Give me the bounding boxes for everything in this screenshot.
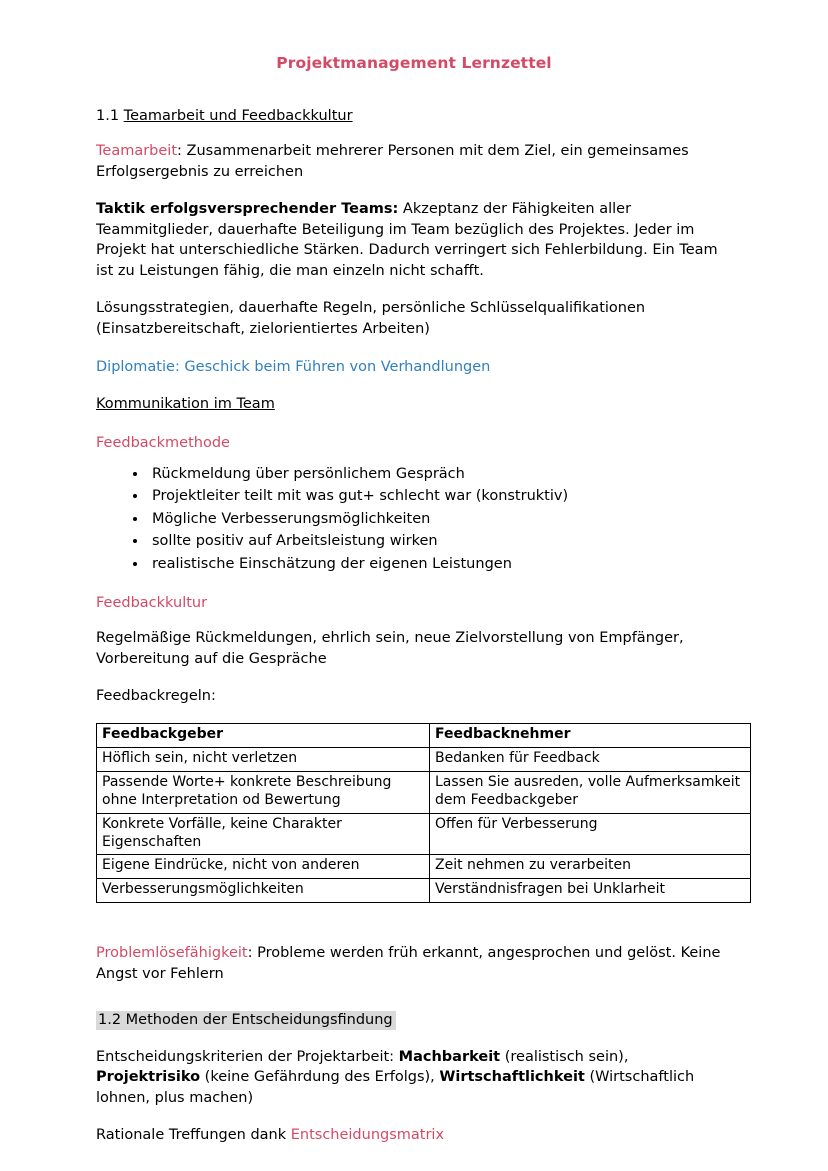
- table-cell: Verbesserungsmöglichkeiten: [97, 879, 430, 903]
- kriterium-machbarkeit: Machbarkeit: [398, 1048, 501, 1065]
- table-cell: Lassen Sie ausreden, volle Aufmerksamkeit dem Feedbackgeber: [430, 771, 751, 813]
- page-title: Projektmanagement Lernzettel: [276, 54, 552, 72]
- section-heading-1-2: [96, 1011, 732, 1030]
- table-header-cell: Feedbacknehmer: [430, 723, 751, 747]
- subheading-feedbackmethode: Feedbackmethode: [96, 434, 230, 451]
- section-heading-1-1: [96, 108, 732, 124]
- paragraph-problemloesefaehigkeit: [96, 943, 732, 984]
- table-row: [97, 813, 751, 855]
- table-row: [97, 771, 751, 813]
- table-cell: Zeit nehmen zu verarbeiten: [430, 855, 751, 879]
- list-item: • realistische Einschätzung der eigenen Leistungen: [148, 553, 732, 575]
- table-cell: Passende Worte+ konkrete Beschreibung ohne Interpretation od Bewertung: [97, 771, 430, 813]
- table-cell: Höflich sein, nicht verletzen: [97, 747, 430, 771]
- subheading-kommunikation: Kommunikation im Team: [96, 396, 275, 413]
- term-teamarbeit: Teamarbeit: [96, 143, 178, 159]
- kriterium-wirtschaftlichkeit-note: (Wirtschaftlich lohnen, plus machen): [96, 1069, 695, 1106]
- list-item: • Projektleiter teilt mit was gut+ schlecht war (konstruktiv): [148, 485, 732, 507]
- term-taktik-text: Akzeptanz der Fähigkeiten aller Teammitglieder, dauerhafte Beteiligung im Team bezüglich des Projektes. Jeder im Projekt hat unterschiedliche Stärken. Dadurch verringert sich Fehlerbildung. Ein Team ist zu Leistungen fähig, die man einzeln nicht schafft.: [96, 201, 718, 279]
- paragraph-teamarbeit: [96, 141, 732, 182]
- table-row: [97, 855, 751, 879]
- term-problemloesefaehigkeit: Problemlösefähigkeit: [96, 945, 248, 962]
- kriterium-projektrisiko-note: (keine Gefährdung des Erfolgs),: [200, 1069, 440, 1086]
- table-header-cell: Feedbackgeber: [97, 723, 430, 747]
- kriterium-wirtschaftlichkeit: Wirtschaftlichkeit: [439, 1069, 585, 1086]
- section-title-highlighted: 1.2 Methoden der Entscheidungsfindung: [96, 1011, 396, 1030]
- table-cell: Eigene Eindrücke, nicht von anderen: [97, 855, 430, 879]
- list-item: • sollte positiv auf Arbeitsleistung wirken: [148, 530, 732, 552]
- table-cell: Offen für Verbesserung: [430, 813, 751, 855]
- kriterien-intro: Entscheidungskriterien der Projektarbeit:: [96, 1048, 399, 1065]
- term-problemloesefaehigkeit-text: : Probleme werden früh erkannt, angesprochen und gelöst. Keine Angst vor Fehlern: [96, 945, 721, 983]
- kriterium-projektrisiko: Projektrisiko: [96, 1069, 201, 1086]
- section-title: Teamarbeit und Feedbackkultur: [123, 108, 353, 124]
- list-item: • Mögliche Verbesserungsmöglichkeiten: [148, 508, 732, 530]
- table-cell: Verständnisfragen bei Unklarheit: [430, 879, 751, 903]
- table-cell: Konkrete Vorfälle, keine Charakter Eigenschaften: [97, 813, 430, 855]
- kriterium-machbarkeit-note: (realistisch sein),: [500, 1048, 629, 1065]
- feedback-rules-table: [96, 723, 751, 904]
- term-taktik: Taktik erfolgsversprechender Teams:: [96, 201, 399, 218]
- paragraph-feedbackkultur: Regelmäßige Rückmeldungen, ehrlich sein, neue Zielvorstellung von Empfänger, Vorbereitung auf die Gespräche: [96, 630, 684, 667]
- label-feedbackregeln: Feedbackregeln:: [96, 688, 216, 705]
- table-row: [97, 879, 751, 903]
- term-teamarbeit-definition: : Zusammenarbeit mehrerer Personen mit dem Ziel, ein gemeinsames Erfolgsergebnis zu erreichen: [96, 143, 689, 180]
- list-item: • Rückmeldung über persönlichem Gespräch: [148, 463, 732, 485]
- paragraph-diplomatie: Diplomatie: Geschick beim Führen von Verhandlungen: [96, 358, 491, 375]
- list-feedbackmethode: [96, 463, 732, 575]
- table-row: [97, 747, 751, 771]
- subheading-feedbackkultur: Feedbackkultur: [96, 595, 208, 612]
- paragraph-entscheidungskriterien: [96, 1047, 732, 1109]
- paragraph-taktik: [96, 199, 732, 281]
- term-entscheidungsmatrix: Entscheidungsmatrix: [290, 1127, 445, 1144]
- rationale-text: Rationale Treffungen dank: [96, 1127, 291, 1144]
- section-number: 1.1: [96, 108, 124, 124]
- paragraph-rationale-treffungen: [96, 1125, 732, 1146]
- paragraph-loesungsstrategien: Lösungsstrategien, dauerhafte Regeln, persönliche Schlüsselqualifikationen (Einsatzbereitschaft, zielorientiertes Arbeiten): [96, 300, 646, 338]
- table-header-row: [97, 723, 751, 747]
- table-cell: Bedanken für Feedback: [430, 747, 751, 771]
